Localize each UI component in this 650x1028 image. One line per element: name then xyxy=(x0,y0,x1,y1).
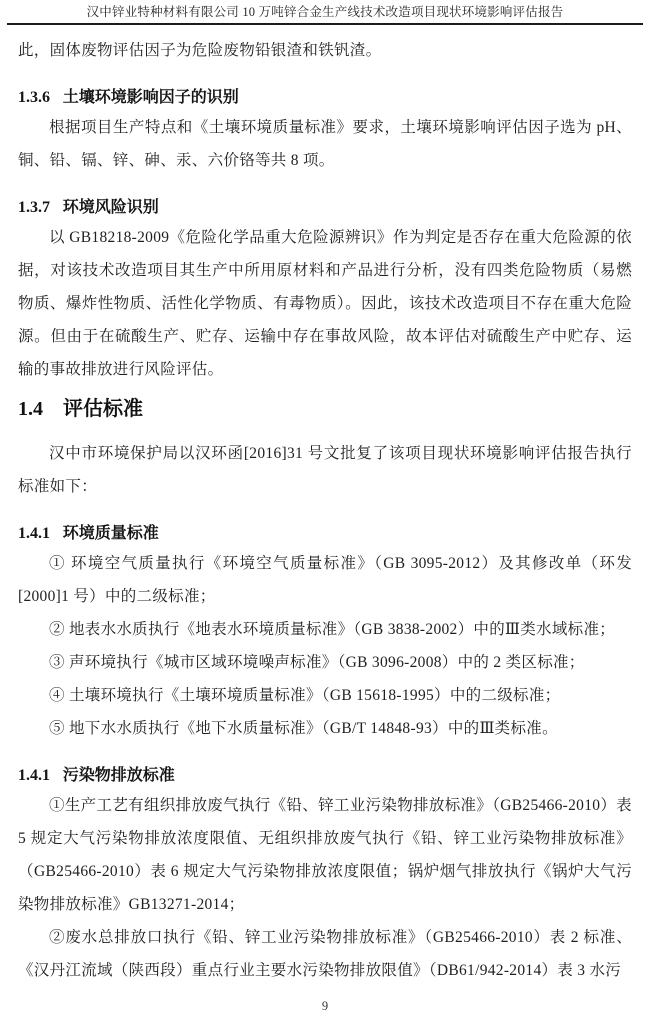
running-header-title: 汉中锌业特种材料有限公司 10 万吨锌合金生产线技术改造项目现状环境影响评估报告 xyxy=(86,5,564,19)
paragraph-wastewater-standards: ②废水总排放口执行《铅、锌工业污染物排放标准》（GB25466-2010）表 2 标准、《汉丹江流域（陕西段）重点行业主要水污染物排放限值》（DB61/942-2014）表 3 水污 xyxy=(18,929,632,979)
paragraph-approval-intro: 汉中市环境保护局以汉环函[2016]31 号文批复了该项目现状环境影响评估报告执行标准如下： xyxy=(18,445,632,495)
page-number: 9 xyxy=(321,999,329,1013)
section-number: 1.4 xyxy=(18,398,43,420)
list-item-soil: ④ 土壤环境执行《土壤环境质量标准》（GB 15618-1995）中的二级标准； xyxy=(49,687,561,704)
page-footer xyxy=(0,999,650,1014)
section-heading-1-3-6 xyxy=(18,85,632,111)
section-number: 1.4.1 xyxy=(18,767,50,784)
section-title: 评估标准 xyxy=(63,398,143,420)
section-heading-1-4 xyxy=(18,393,632,425)
paragraph-waste-gas-standards: ①生产工艺有组织排放废气执行《铅、锌工业污染物排放标准》（GB25466-2010）表 5 规定大气污染物排放浓度限值、无组织排放废气执行《铅、锌工业污染物排放标准》（GB25466-2010）表 6 规定大气污染物排放浓度限值；锅炉烟气排放执行《锅炉大气污染物排放标准》GB13271-2014； xyxy=(18,797,632,913)
section-heading-1-4-1-emission xyxy=(18,763,632,789)
section-title: 环境风险识别 xyxy=(62,199,159,216)
running-header xyxy=(7,0,643,25)
section-number: 1.3.7 xyxy=(18,199,50,216)
paragraph-soil-factors: 根据项目生产特点和《土壤环境质量标准》要求，土壤环境影响评估因子选为 pH、铜、铅、镉、锌、砷、汞、六价铬等共 8 项。 xyxy=(18,119,632,169)
section-heading-1-3-7 xyxy=(18,195,632,221)
list-item-noise: ③ 声环境执行《城市区域环境噪声标准》（GB 3096-2008）中的 2 类区标准； xyxy=(49,654,585,671)
section-heading-1-4-1-quality xyxy=(18,521,632,547)
list-item-groundwater: ⑤ 地下水水质执行《地下水质量标准》（GB/T 14848-93）中的Ⅲ类标准。 xyxy=(49,720,558,737)
section-number: 1.3.6 xyxy=(18,89,50,106)
paragraph-solid-waste-continuation: 此，固体废物评估因子为危险废物铅银渣和铁钒渣。 xyxy=(18,42,382,59)
section-title: 污染物排放标准 xyxy=(62,767,175,784)
section-number: 1.4.1 xyxy=(18,525,50,542)
document-body xyxy=(0,25,650,987)
list-item-air-quality: ① 环境空气质量执行《环境空气质量标准》（GB 3095-2012）及其修改单（环发[2000]1 号）中的二级标准； xyxy=(18,555,632,605)
list-item-surface-water: ② 地表水水质执行《地表水环境质量标准》（GB 3838-2002）中的Ⅲ类水域标准； xyxy=(49,621,616,638)
section-title: 环境质量标准 xyxy=(62,525,159,542)
paragraph-risk-identification: 以 GB18218-2009《危险化学品重大危险源辨识》作为判定是否存在重大危险源的依据，对该技术改造项目其生产中所用原材料和产品进行分析，没有四类危险物质（易燃物质、爆炸性物质、活性化学物质、有毒物质）。因此，该技术改造项目不存在重大危险源。但由于在硫酸生产、贮存、运输中存在事故风险，故本评估对硫酸生产中贮存、运输的事故排放进行风险评估。 xyxy=(18,229,632,378)
section-title: 土壤环境影响因子的识别 xyxy=(62,89,239,106)
